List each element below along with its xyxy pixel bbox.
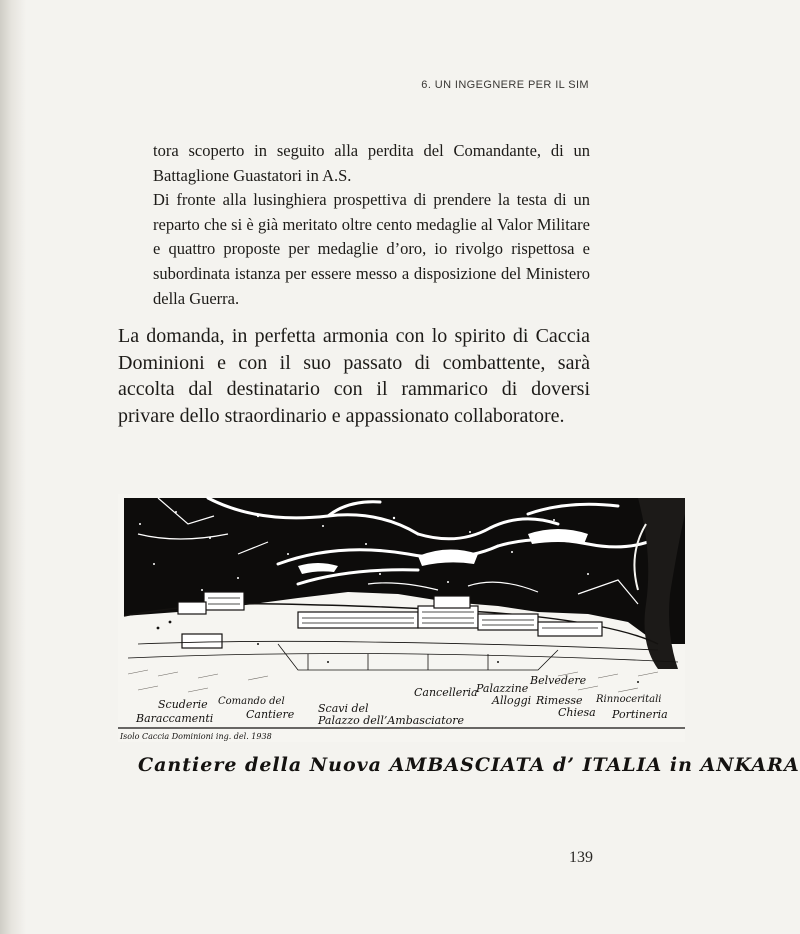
page-number: 139 (569, 849, 593, 866)
block-quote (153, 139, 590, 311)
label-palazzine: Palazzine (476, 682, 529, 695)
label-baraccamenti: Baraccamenti (136, 712, 214, 725)
label-alloggi: Alloggi (492, 694, 532, 707)
label-portineria: Portineria (612, 708, 668, 721)
label-palazzo: Palazzo dell’Ambasciatore (318, 714, 465, 727)
label-scavi: Scavi del (318, 702, 369, 715)
running-head: 6. UN INGEGNERE PER IL SIM (421, 79, 589, 91)
label-cantiere: Cantiere (246, 708, 295, 721)
illustration-caption: Cantiere della Nuova AMBASCIATA d’ ITALIA in ANKARA (138, 754, 800, 776)
illustration-drawing (118, 494, 685, 742)
label-rinnoceritali: Rinnoceritali (596, 694, 662, 705)
label-rimesse: Rimesse (536, 694, 583, 707)
page-binding-shadow (0, 0, 26, 934)
label-comando: Comando del (218, 696, 285, 707)
quote-paragraph: Di fronte alla lusinghiera prospettiva di prendere la testa di un reparto che si è già meritato oltre cento medaglie al Valor Militare e quattro proposte per medaglie d’oro, io rivolgo rispettosa e subordinata istanza per essere messo a disposizione del Ministero della Guerra. (153, 190, 590, 308)
label-belvedere: Belvedere (530, 674, 587, 687)
quote-paragraph: tora scoperto in seguito alla perdita del Comandante, di un Battaglione Guastatori in A.S. (153, 141, 590, 185)
body-paragraph: La domanda, in perfetta armonia con lo spirito di Caccia Dominioni e con il suo passato di combattente, sarà accolta dal destinatario con il rammarico di doversi privare dello straordinario e appassionato collaboratore. (118, 325, 590, 427)
label-chiesa: Chiesa (558, 706, 596, 719)
illustration-ankara-embassy (118, 494, 685, 742)
body-paragraph-block (118, 323, 590, 429)
label-scuderie: Scuderie (158, 698, 208, 711)
illustration-credit: Isolo Caccia Dominioni ing. del. 1938 (120, 732, 272, 741)
label-cancelleria: Cancelleria (414, 686, 478, 699)
